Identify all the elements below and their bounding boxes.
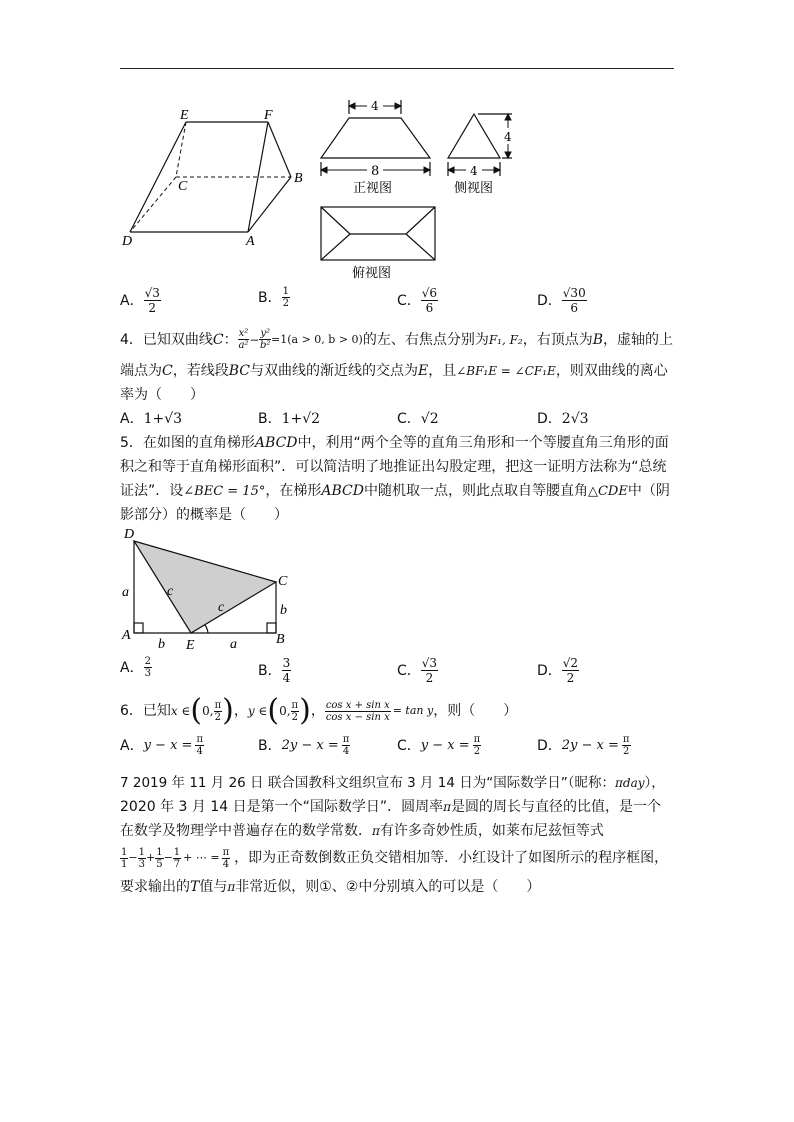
q7-text: ），: [644, 775, 665, 791]
q4-a2: a²: [238, 340, 249, 351]
q4-option-d[interactable]: [537, 410, 589, 428]
q7-text: 有许多奇妙性质，如莱布尼兹恒等式: [379, 823, 604, 839]
option-letter: B．: [258, 662, 282, 679]
side-view-caption: 侧视图: [454, 181, 494, 196]
series-den: 7: [173, 858, 181, 870]
q5-text: 中随机取一点，则此点取自等腰直角: [363, 483, 588, 499]
option-den: 4: [196, 746, 203, 757]
q4-text: 4．已知双曲线: [120, 331, 213, 348]
trap-label-D: D: [124, 527, 135, 542]
q6-zero: 0,: [202, 704, 214, 718]
trap-base-a: a: [230, 637, 237, 652]
q7-text: 非常近似，则①、②中分别填入的可以是（ ）: [235, 879, 541, 895]
top-view-caption: 俯视图: [352, 266, 392, 281]
q4-text: 端点为: [120, 363, 162, 379]
q4-symbol-E: E: [417, 363, 429, 379]
q5-line2: 积之和等于直角梯形面积”．可以简洁明了地推证出勾股定理，把这一证明方法称为“总统: [120, 459, 667, 475]
q6-two: 2: [214, 711, 222, 723]
q4-line2: [120, 362, 668, 380]
option-letter: A．: [120, 659, 144, 676]
q3-b-den: 2: [282, 298, 289, 309]
q3-b-num: 1: [282, 286, 289, 297]
q4-symbol-C: C: [212, 331, 224, 348]
q6-pi: π: [214, 699, 222, 711]
label-E: E: [180, 108, 189, 123]
q5-angle: ∠BEC = 15°: [183, 484, 266, 499]
option-num: π: [622, 734, 630, 745]
q6-eq: = tan y: [392, 704, 434, 717]
series-sign: +: [145, 851, 156, 864]
edge-EC: [176, 122, 186, 177]
edge-BA: [248, 177, 291, 232]
q4-colon: ：: [223, 331, 238, 348]
option-letter: A．: [120, 411, 144, 427]
label-C: C: [178, 179, 188, 194]
q6-x-in: x ∈: [170, 704, 191, 718]
q5-option-a[interactable]: [120, 656, 152, 679]
q6-option-a[interactable]: [120, 734, 204, 757]
series-den: 3: [138, 858, 145, 870]
option-letter: A．: [120, 292, 144, 309]
q7-line3: [120, 822, 604, 840]
option-letter: B．: [258, 289, 282, 306]
q4-option-a[interactable]: [120, 410, 182, 428]
prism-figure: [118, 102, 318, 252]
option-letter: C．: [397, 662, 421, 679]
q7-line2: [120, 798, 661, 816]
q7-text: 是圆的周长与直径的比值，是一个: [451, 799, 661, 815]
q3-d-den: 6: [570, 301, 579, 315]
series-num: 1: [138, 846, 145, 858]
q4-option-c[interactable]: [397, 410, 439, 428]
q5-text: 5．在如图的直角梯形: [120, 435, 255, 451]
q5-option-d[interactable]: [537, 656, 579, 685]
q5-d-den: 2: [566, 671, 575, 685]
label-B: B: [294, 171, 303, 186]
series-num: 1: [173, 846, 181, 858]
trap-label-E: E: [186, 638, 195, 653]
q7-text: 要求输出的: [120, 879, 190, 895]
q3-d-num: √30: [562, 286, 586, 300]
q3-c-num: √6: [421, 286, 438, 300]
front-view: [315, 96, 440, 196]
trapezoid-figure: [116, 525, 296, 653]
trap-label-B: B: [276, 632, 285, 647]
option-letter: D．: [537, 292, 562, 309]
q4-y2: y²: [260, 328, 271, 339]
front-top-dim: 4: [371, 99, 379, 113]
series-num: 1: [121, 846, 128, 858]
q3-option-d[interactable]: [537, 286, 587, 315]
label-A: A: [246, 234, 255, 249]
option-lhs: y − x =: [143, 737, 193, 753]
side-bottom-dim: 4: [470, 164, 478, 178]
trap-label-A: A: [122, 628, 131, 643]
option-num: π: [473, 734, 481, 745]
q7-text: 2020 年 3 月 14 日是第一个“国际数学日”．圆周率: [120, 799, 444, 815]
trap-base-b: b: [158, 637, 165, 652]
trap-hyp-c1: c: [167, 584, 174, 599]
q3-c-den: 6: [425, 301, 434, 315]
trap-label-C: C: [278, 574, 288, 589]
side-height-dim: 4: [504, 130, 512, 144]
option-letter: C．: [397, 737, 421, 754]
q7-text: 在数学及物理学中普遍存在的数学常数．: [120, 823, 372, 839]
option-num: π: [196, 734, 204, 745]
q6-zero: 0,: [279, 704, 291, 718]
edge-CD: [130, 177, 176, 232]
q6-option-d[interactable]: [537, 734, 631, 757]
q4-text: 与双曲线的渐近线的交点为: [249, 363, 418, 379]
q4-text: ，且: [428, 363, 457, 379]
label-F: F: [264, 108, 273, 123]
option-value: 1+√3: [143, 411, 183, 427]
q4-foci: F₁, F₂: [488, 332, 523, 347]
q4-symbol-B: B: [592, 331, 604, 348]
q4-condition: =1(a > 0, b > 0): [271, 332, 363, 346]
q7-text: 值与: [199, 879, 228, 895]
q4-text: ，虚轴的上: [603, 331, 674, 348]
q7-line1: [120, 774, 665, 792]
q7-text: ，即为正奇数倒数正负交错相加等．小红设计了如图所示的程序框图，: [234, 850, 669, 866]
q3-a-den: 2: [148, 301, 157, 315]
q4-x2: x²: [238, 328, 249, 339]
q6-comma: ，: [310, 703, 325, 719]
q3-option-b[interactable]: [258, 286, 290, 309]
series-sign: −: [128, 851, 138, 864]
q6-option-b[interactable]: [258, 734, 350, 757]
series-num: 1: [156, 846, 163, 858]
q7-piday: πday: [615, 776, 645, 790]
q5-text: 中（阴: [627, 483, 670, 499]
q4-angle-condition: ∠BF₁E = ∠CF₁E: [456, 364, 556, 378]
option-den: 4: [342, 746, 350, 757]
shaded-triangle-CDE: [134, 541, 276, 633]
q4-text: 的左、右焦点分别为: [362, 331, 489, 348]
option-letter: B．: [258, 737, 282, 754]
front-bottom-dim: 8: [371, 164, 380, 179]
header-rule: [120, 68, 674, 69]
q6-stem: 6．已知 x ∈ ( 0, $\frac{\pi}{2}$ ) ， y ∈ ( 0, $\frac{\pi}{2}$ ) ， $\frac{\text{cos x + sin x}}{\text{cos x − sin x}}$ = tan y ，则（ ）: [120, 693, 518, 728]
option-letter: C．: [397, 411, 421, 427]
option-letter: D．: [537, 411, 562, 427]
top-view: [316, 204, 440, 284]
q7-text: 7 2019 年 11 月 26 日 联合国教科文组织宣布 3 月 14 日为“国际数学日”（昵称：: [120, 775, 616, 791]
option-num: π: [342, 734, 350, 745]
series-rhs-den: 4: [222, 858, 230, 870]
q4-line1: 4．已知双曲线 C ： $\frac{\text{x²}}{\text{a²}}$ − $\frac{\text{y²}}{\text{b²}}$ =1(a > 0, b > 0) 的左、右焦点分别为 F₁, F₂ ，右顶点为 B ，虚轴的上: [120, 328, 674, 351]
q5-ABCD: ABCD: [321, 483, 364, 499]
q5-option-b[interactable]: [258, 656, 291, 685]
series-den: 1: [121, 858, 128, 870]
edge-FB: [268, 122, 291, 177]
q6-text: ，则（ ）: [433, 703, 518, 719]
q5-b-num: 3: [282, 656, 291, 670]
q3-option-c[interactable]: [397, 286, 438, 315]
q7-pi: π: [372, 824, 380, 838]
trap-side-a: a: [122, 585, 129, 600]
q6-text: 6．已知: [120, 703, 171, 719]
trap-hyp-c2: c: [218, 600, 225, 615]
option-value: 2√3: [561, 411, 589, 427]
option-letter: C．: [397, 292, 421, 309]
q7-pi: π: [227, 880, 236, 894]
q5-ABCD: ABCD: [254, 435, 298, 451]
q5-line4: 影部分）的概率是（ ）: [120, 507, 288, 523]
q6-option-c[interactable]: [397, 734, 481, 757]
series-rhs-num: π: [222, 846, 230, 858]
option-den: 2: [623, 746, 630, 757]
series-sign: −: [163, 851, 173, 864]
q4-symbol-C: C: [162, 363, 173, 379]
option-letter: D．: [537, 662, 562, 679]
q4-line3: 率为（ ）: [120, 387, 204, 403]
edge-FA: [248, 122, 268, 232]
q6-num: cos x + sin x: [325, 699, 390, 711]
q5-c-num: √3: [421, 656, 438, 670]
option-lhs: 2y − x =: [281, 737, 339, 753]
q5-line1: [120, 434, 669, 452]
option-lhs: y − x =: [420, 737, 470, 753]
q6-y-in: y ∈: [247, 704, 268, 718]
q5-b-den: 4: [282, 671, 291, 685]
series-tail: + ⋯ =: [183, 851, 220, 864]
q6-two: 2: [291, 711, 298, 723]
option-letter: A．: [120, 737, 144, 754]
q5-text: ，在梯形: [265, 483, 322, 499]
q6-pi: π: [291, 699, 299, 711]
trap-side-b: b: [280, 603, 287, 618]
option-letter: D．: [537, 737, 562, 754]
q5-text: 中，利用“两个全等的直角三角形和一个等腰直角三角形的面: [297, 435, 669, 451]
q4-segment-BC: BC: [228, 363, 250, 379]
option-value: √2: [420, 411, 439, 427]
option-value: 1+√2: [281, 411, 321, 427]
q5-triangle: △CDE: [587, 484, 628, 499]
option-letter: B．: [258, 411, 282, 427]
q7-pi: π: [443, 800, 451, 814]
q4-text: ，右顶点为: [522, 331, 593, 348]
q5-a-num: 2: [144, 656, 151, 667]
q6-den: cos x − sin x: [325, 711, 390, 723]
q7-line4: [120, 842, 668, 874]
q6-comma: ，: [233, 703, 248, 719]
label-D: D: [122, 234, 133, 249]
q3-a-num: √3: [144, 286, 160, 300]
q4-text: ，则双曲线的离心: [555, 363, 668, 379]
q5-c-den: 2: [425, 671, 434, 685]
q7-line5: [120, 878, 540, 896]
option-lhs: 2y − x =: [561, 737, 619, 753]
option-den: 2: [473, 746, 481, 757]
q7-symbol-T: T: [190, 879, 200, 895]
q5-d-num: √2: [562, 656, 579, 670]
q4-b2: b²: [259, 340, 271, 351]
q5-option-c[interactable]: [397, 656, 438, 685]
q4-option-b[interactable]: [258, 410, 320, 428]
q5-line3: [120, 482, 670, 501]
side-view: [442, 104, 522, 196]
q5-text: 证法”．设: [120, 483, 184, 499]
series-den: 5: [156, 858, 163, 870]
q5-a-den: 3: [144, 668, 151, 679]
q4-text: ，若线段: [172, 363, 229, 379]
q3-option-a[interactable]: [120, 286, 161, 315]
front-view-caption: 正视图: [353, 181, 393, 196]
